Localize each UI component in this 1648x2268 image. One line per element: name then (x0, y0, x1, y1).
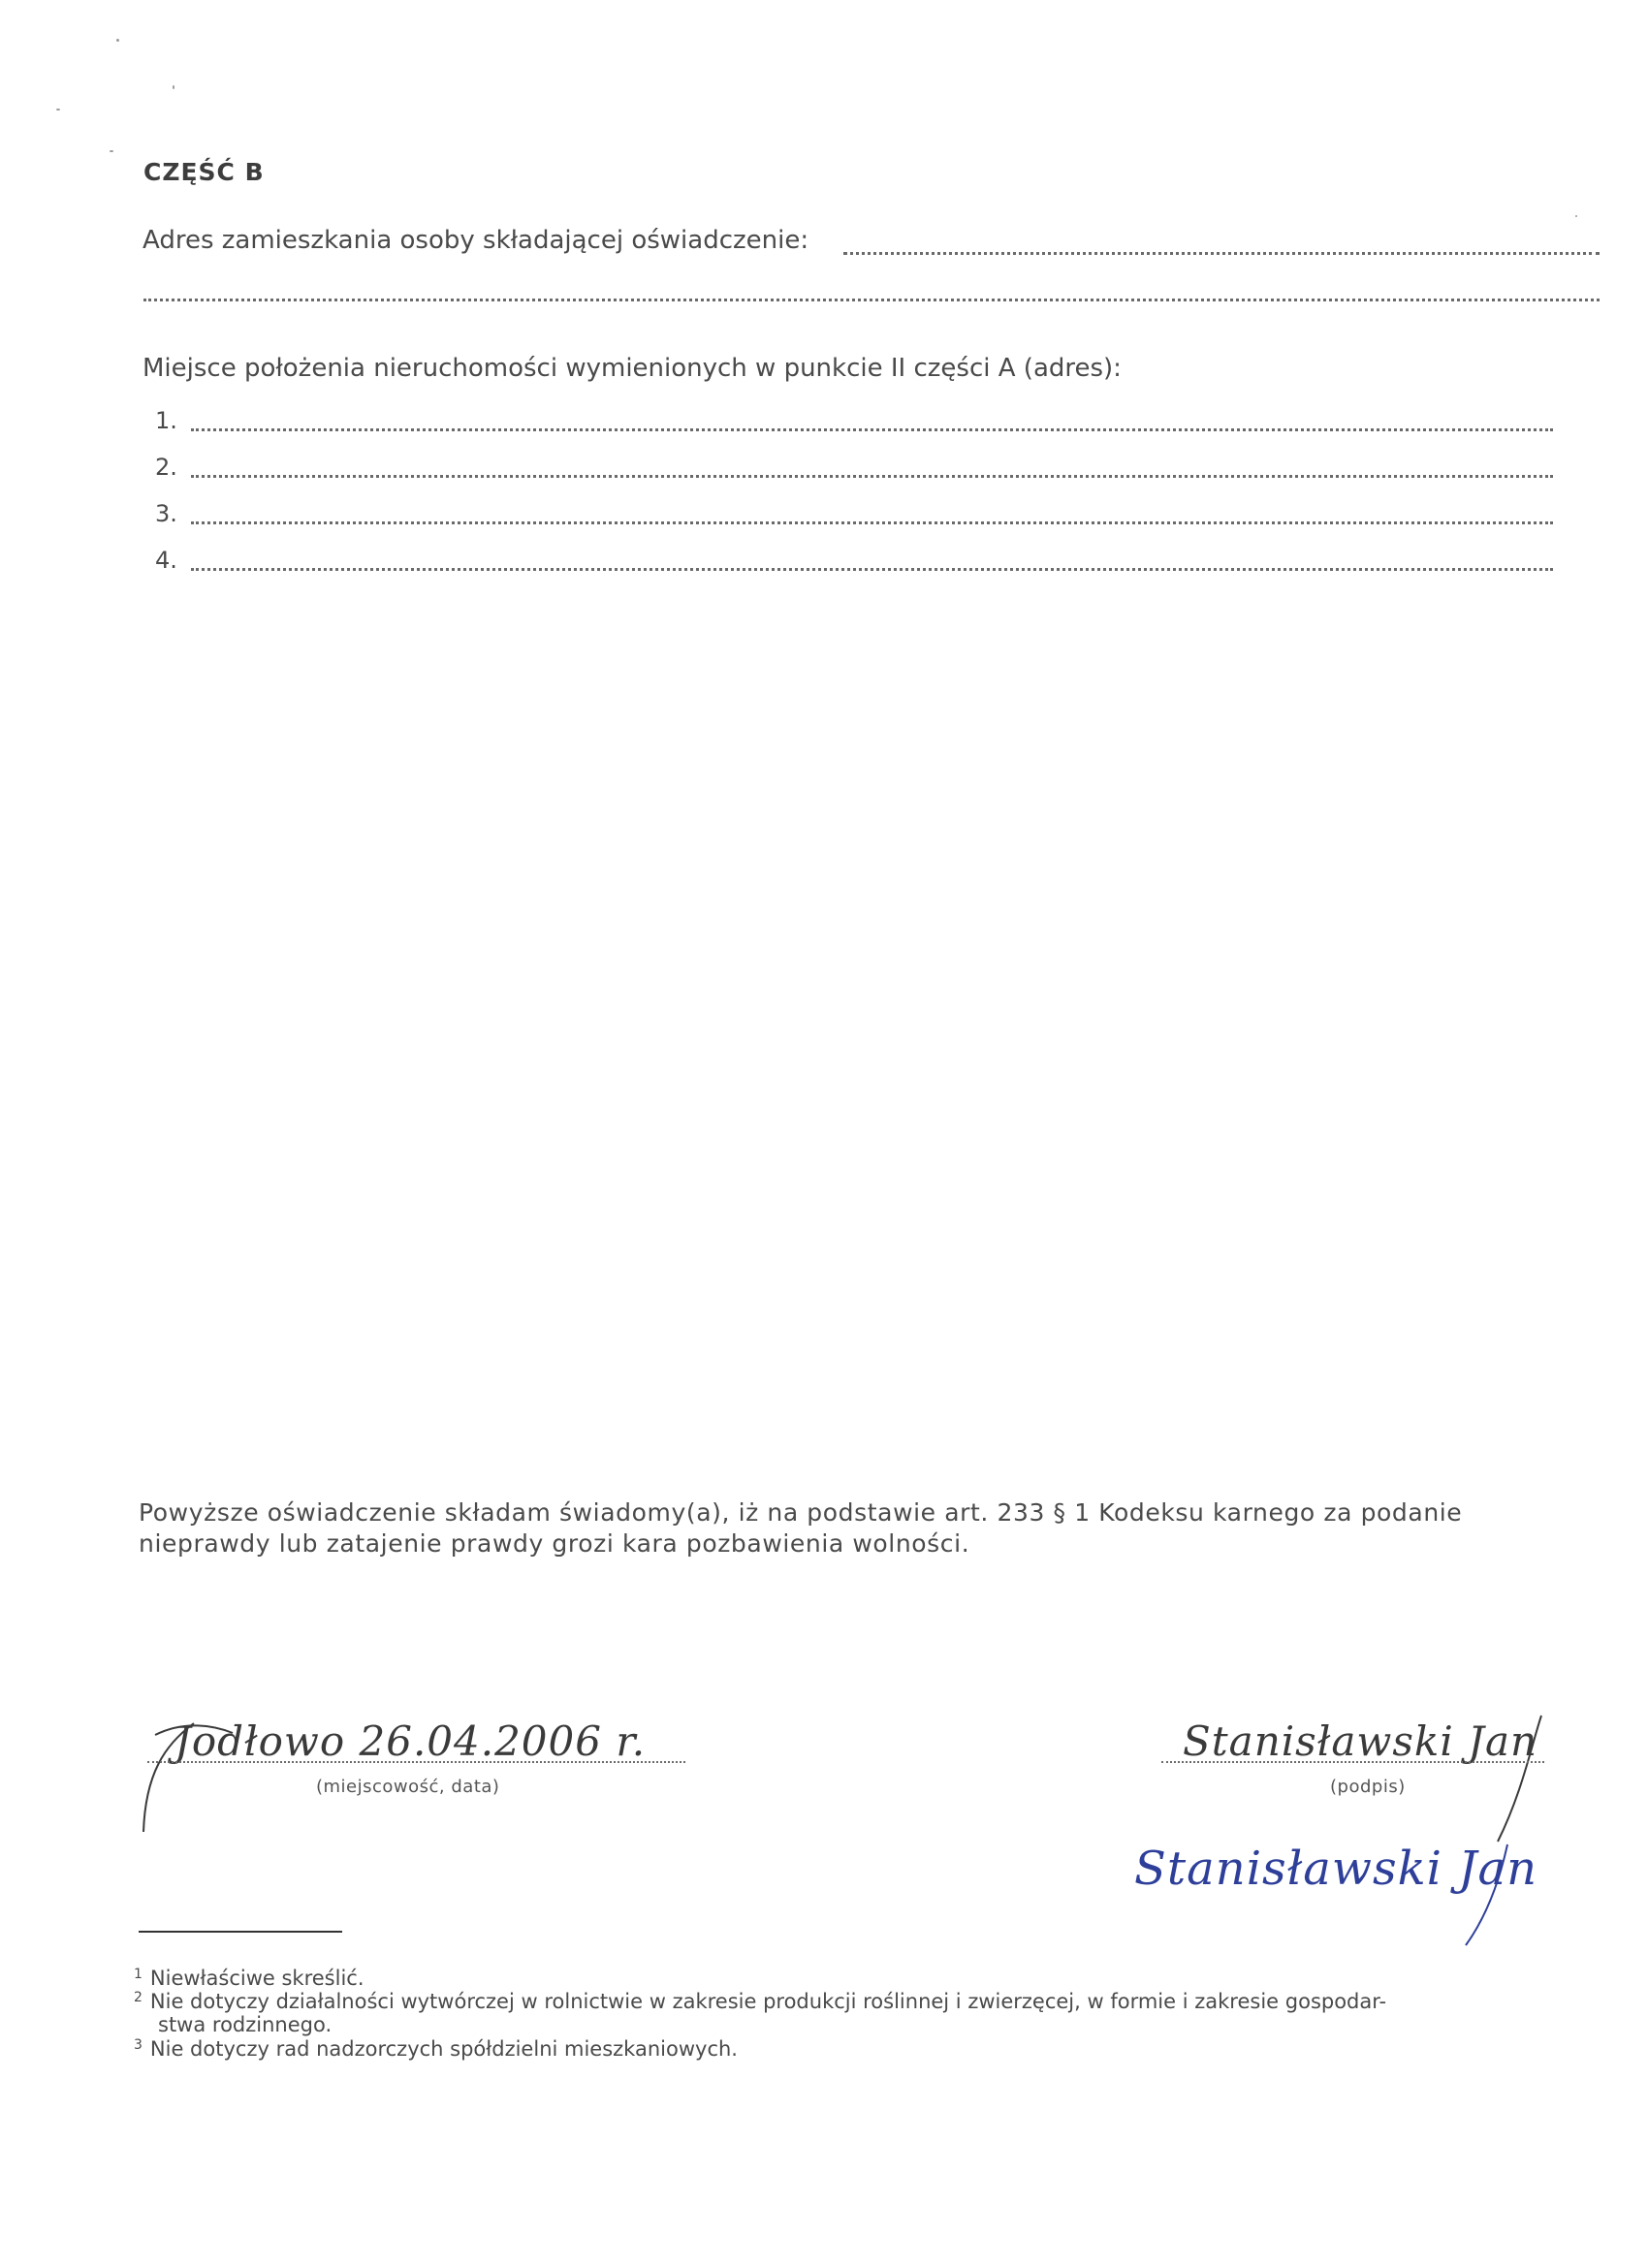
property-item-number: 2. (155, 454, 177, 481)
footnote-text: Nie dotyczy działalności wytwórczej w rolnictwie w zakresie produkcji roślinnej i zwierzęcej, w formie i zakresie gospodar- (149, 1990, 1387, 2013)
property-item-line-1[interactable] (191, 428, 1553, 431)
property-item-number: 4. (155, 547, 177, 574)
property-item-line-3[interactable] (191, 521, 1553, 524)
footnote-text: Niewłaściwe skreślić. (149, 1967, 364, 1990)
signature-handwriting: Stanisławski Jan (1183, 1717, 1538, 1765)
property-item-number: 1. (155, 407, 177, 434)
footnote-text: stwa rodzinnego. (158, 2013, 333, 2036)
blue-signature-flourish (1454, 1837, 1541, 1953)
footnote-marker: 3 (134, 2037, 143, 2053)
footnote-separator (139, 1931, 342, 1933)
signature-line[interactable] (1161, 1761, 1544, 1763)
declaration-text: Powyższe oświadczenie składam świadomy(a), iż na podstawie art. 233 § 1 Kodeksu karnego za podanie nieprawdy lub zatajenie prawdy grozi kara pozbawienia wolności. (139, 1498, 1463, 1558)
section-title: CZĘŚĆ B (143, 158, 265, 186)
footnote-2-continuation (134, 2014, 1593, 2036)
footnote-1 (134, 1968, 1569, 1990)
signature-flourish (1483, 1706, 1561, 1851)
footnote-3 (134, 2038, 1569, 2061)
scan-speck (1575, 215, 1577, 217)
scan-speck (110, 150, 113, 152)
scan-speck (116, 39, 119, 42)
scan-speck (56, 109, 60, 110)
place-date-caption: (miejscowość, data) (316, 1777, 500, 1797)
property-item-line-2[interactable] (191, 475, 1553, 478)
signature-caption: (podpis) (1330, 1777, 1406, 1797)
address-field-line-1[interactable] (843, 252, 1600, 255)
scan-speck (173, 85, 174, 89)
footnote-marker: 2 (134, 1990, 143, 2005)
address-label: Adres zamieszkania osoby składającej oświadczenie: (143, 226, 809, 255)
place-date-handwriting: Jodłowo 26.04.2006 r. (174, 1717, 647, 1765)
footnote-text: Nie dotyczy rad nadzorczych spółdzielni mieszkaniowych. (149, 2037, 738, 2061)
blue-ink-signature: Stanisławski Jan (1134, 1842, 1538, 1896)
address-field-line-2[interactable] (143, 299, 1600, 301)
footnote-marker: 1 (134, 1967, 143, 1982)
property-location-label: Miejsce położenia nieruchomości wymienionych w punkcie II części A (adres): (143, 354, 1122, 383)
footnote-2 (134, 1991, 1569, 2013)
place-date-flourish (126, 1716, 242, 1842)
property-item-number: 3. (155, 500, 177, 527)
property-item-line-4[interactable] (191, 568, 1553, 571)
place-date-line[interactable] (147, 1761, 685, 1763)
